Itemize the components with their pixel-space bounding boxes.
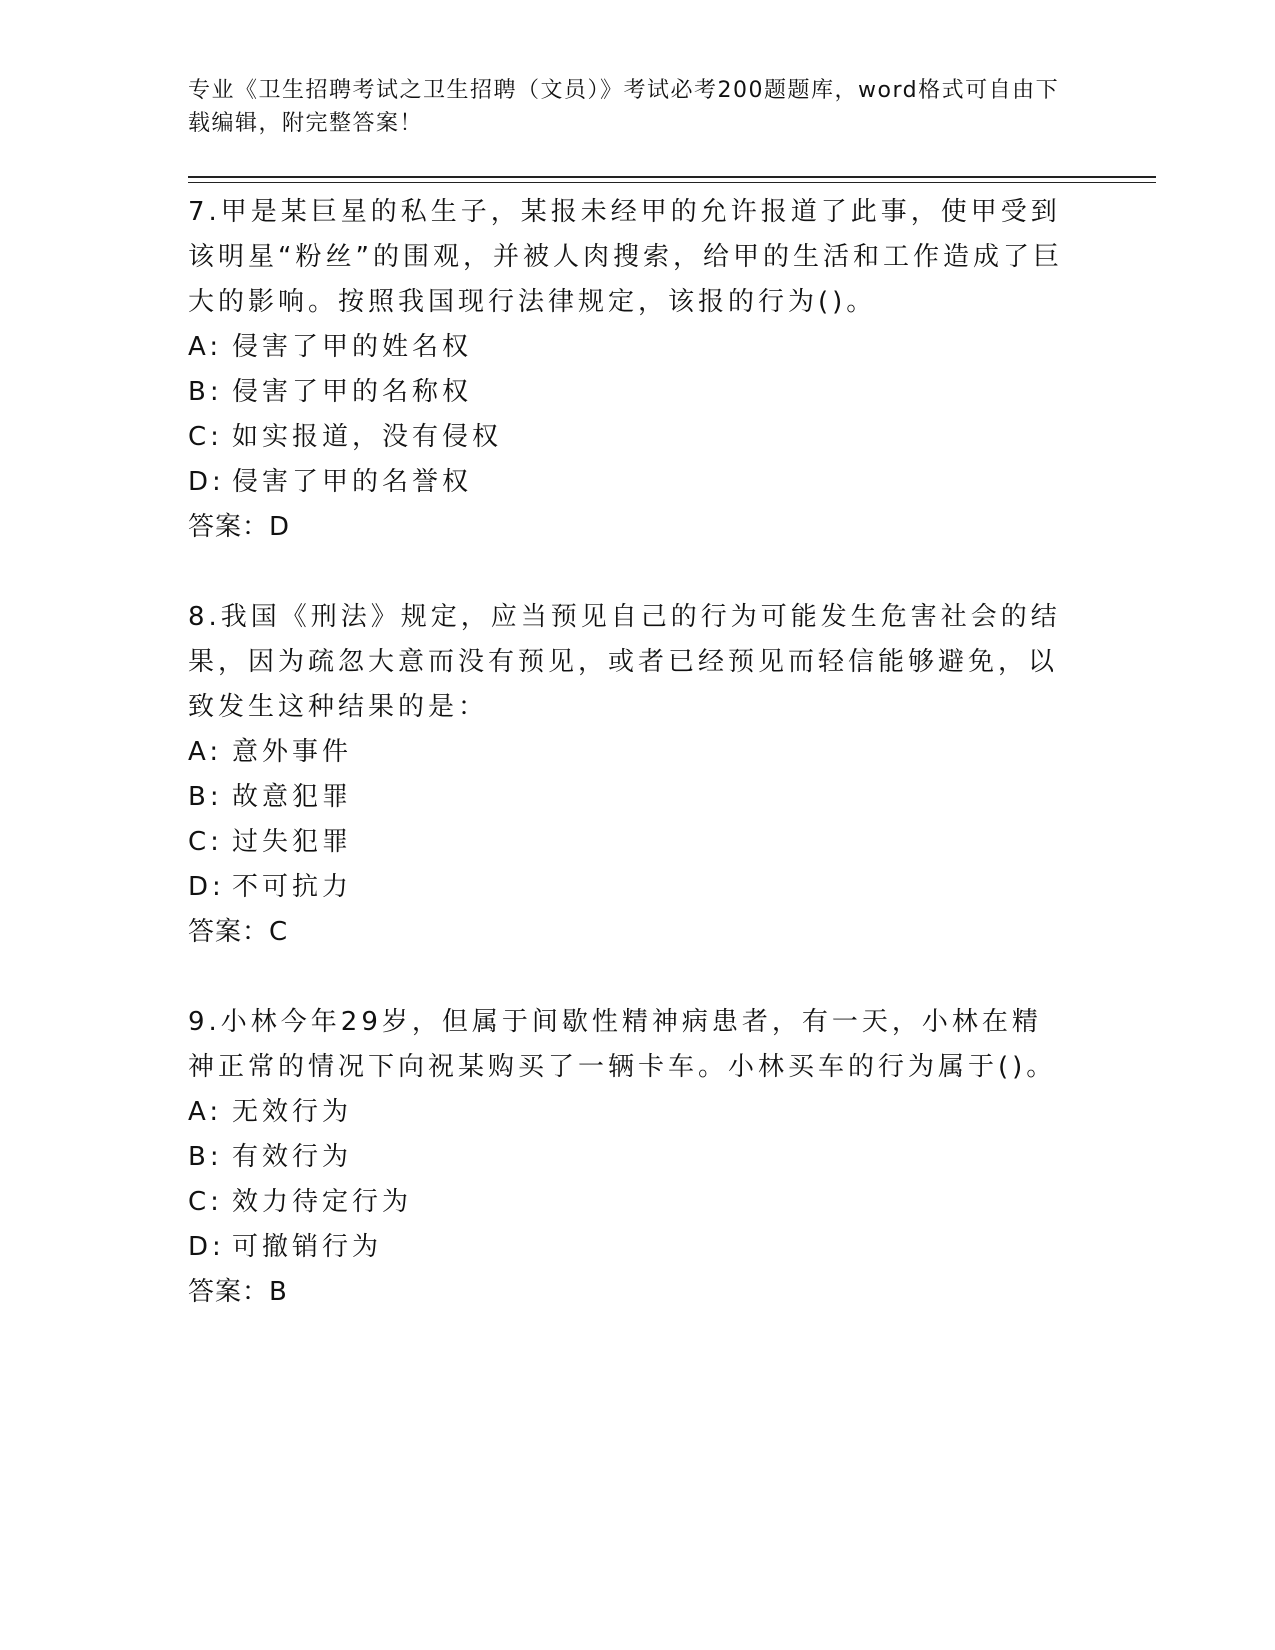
option-text: 侵害了甲的名誉权	[232, 467, 473, 497]
option-text: 意外事件	[232, 737, 353, 767]
option-key: D:	[188, 1232, 225, 1262]
question-8	[188, 595, 1088, 955]
option-key: D:	[188, 467, 225, 497]
option-key: C:	[188, 827, 223, 857]
answer-line: 答案：B	[188, 1277, 288, 1307]
option-text: 侵害了甲的姓名权	[232, 332, 473, 362]
option-text: 效力待定行为	[232, 1187, 413, 1217]
question-stem: 9.小林今年29岁，但属于间歇性精神病患者，有一天，小林在精神正常的情况下向祝某购买了一辆卡车。小林买车的行为属于()。	[188, 1007, 1057, 1082]
header-divider-thin	[188, 182, 1156, 183]
option-text: 侵害了甲的名称权	[232, 377, 473, 407]
header-divider-thick	[188, 176, 1156, 178]
option-text: 故意犯罪	[232, 782, 353, 812]
option-key: D:	[188, 872, 225, 902]
question-stem: 7.甲是某巨星的私生子，某报未经甲的允许报道了此事，使甲受到该明星“粉丝”的围观，并被人肉搜索，给甲的生活和工作造成了巨大的影响。按照我国现行法律规定，该报的行为()。	[188, 197, 1063, 317]
question-7	[188, 190, 1088, 550]
option-a	[188, 730, 1088, 775]
option-d	[188, 460, 1088, 505]
question-stem: 8.我国《刑法》规定，应当预见自己的行为可能发生危害社会的结果，因为疏忽大意而没有预见，或者已经预见而轻信能够避免，以致发生这种结果的是：	[188, 602, 1061, 722]
option-key: B:	[188, 782, 223, 812]
option-text: 如实报道，没有侵权	[232, 422, 503, 452]
option-b	[188, 775, 1088, 820]
option-key: B:	[188, 1142, 223, 1172]
option-key: A:	[188, 332, 223, 362]
option-text: 可撤销行为	[232, 1232, 383, 1262]
option-key: C:	[188, 422, 223, 452]
option-b	[188, 370, 1088, 415]
option-key: C:	[188, 1187, 223, 1217]
document-header: 专业《卫生招聘考试之卫生招聘（文员）》考试必考200题题库，word格式可自由下载编辑，附完整答案！	[188, 78, 1060, 136]
option-text: 过失犯罪	[232, 827, 353, 857]
spacer	[188, 550, 1088, 595]
option-key: A:	[188, 1097, 223, 1127]
spacer	[188, 955, 1088, 1000]
option-d	[188, 865, 1088, 910]
option-c	[188, 1180, 1088, 1225]
option-key: B:	[188, 377, 223, 407]
option-key: A:	[188, 737, 223, 767]
option-a	[188, 325, 1088, 370]
option-text: 无效行为	[232, 1097, 353, 1127]
option-b	[188, 1135, 1088, 1180]
option-a	[188, 1090, 1088, 1135]
option-text: 有效行为	[232, 1142, 353, 1172]
option-d	[188, 1225, 1088, 1270]
question-9	[188, 1000, 1088, 1315]
answer-line: 答案：D	[188, 512, 291, 542]
question-list	[188, 190, 1088, 1315]
answer-line: 答案：C	[188, 917, 289, 947]
option-c	[188, 415, 1088, 460]
option-text: 不可抗力	[232, 872, 353, 902]
option-c	[188, 820, 1088, 865]
